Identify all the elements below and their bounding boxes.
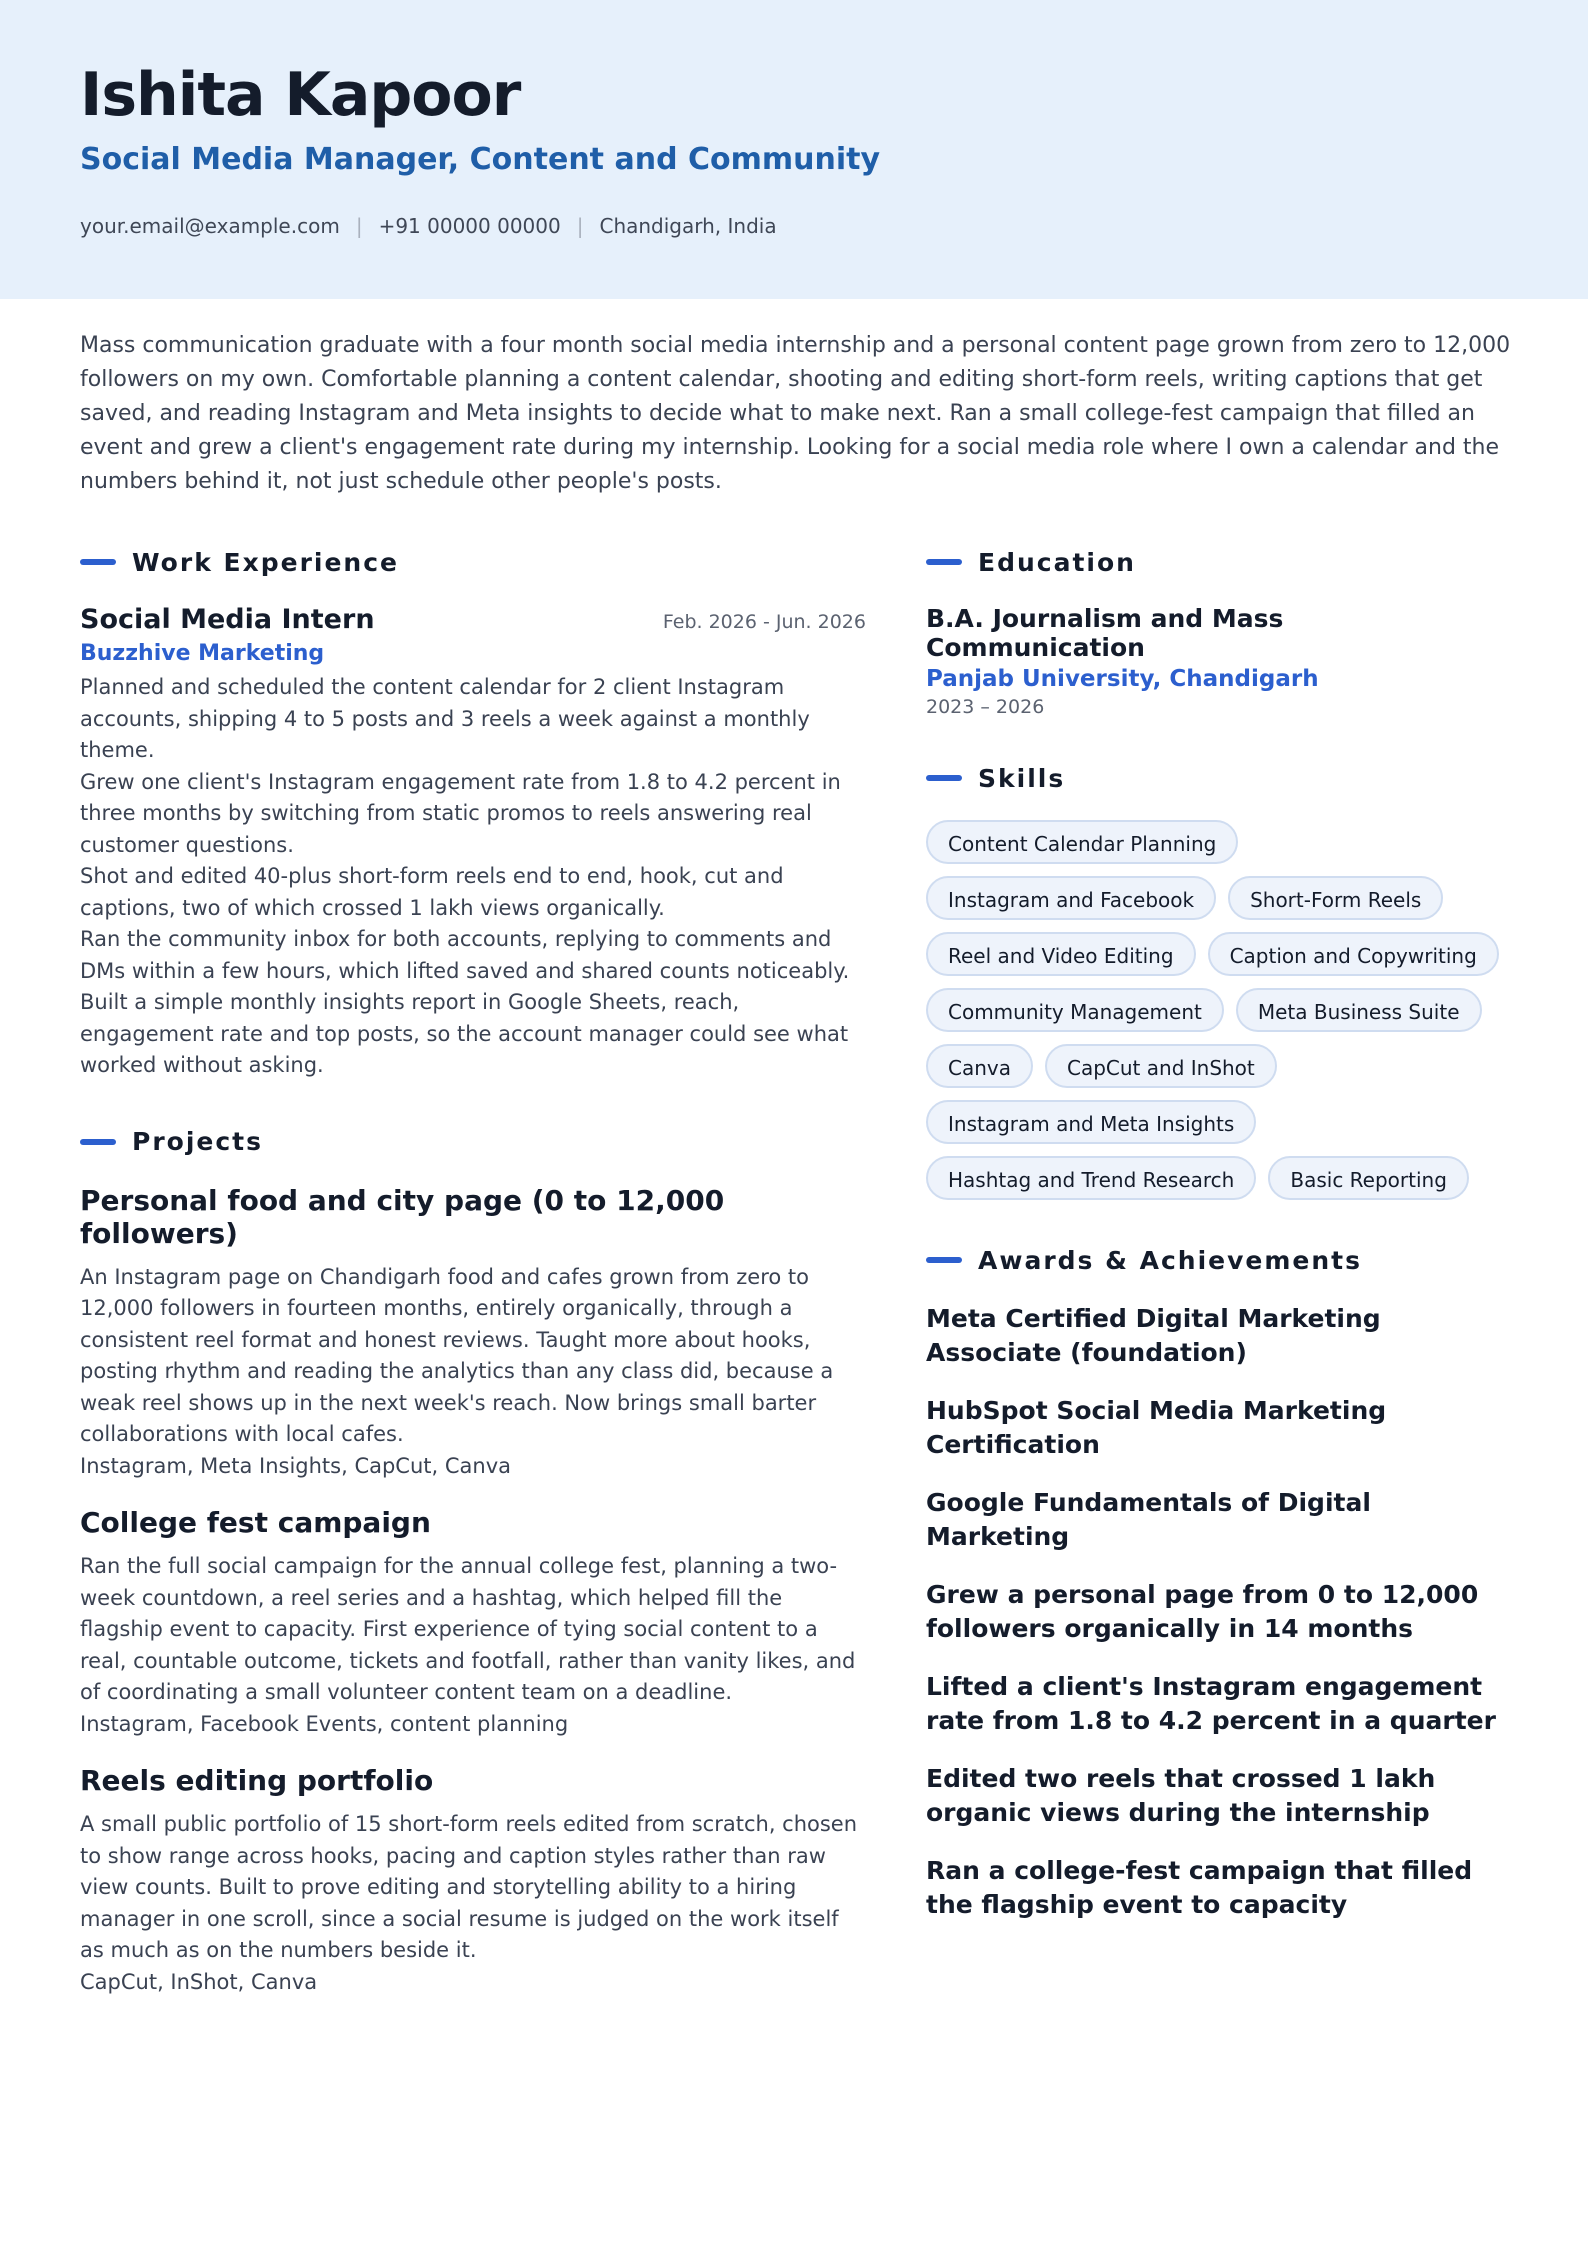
school-name: Panjab University, Chandigarh	[926, 666, 1319, 692]
award-item: HubSpot Social Media Marketing Certification	[926, 1396, 1387, 1459]
job-bullets	[80, 672, 866, 1082]
job-entry	[80, 604, 866, 1082]
section-accent-bar	[926, 1257, 962, 1263]
section-accent-bar	[926, 775, 962, 781]
work-experience-section	[80, 544, 866, 1082]
project-tools: Instagram, Facebook Events, content planning	[80, 1711, 569, 1736]
section-heading-label: Projects	[132, 1127, 264, 1156]
section-heading-label: Work Experience	[132, 547, 399, 577]
project-title: College fest campaign	[80, 1506, 431, 1539]
section-accent-bar	[80, 1139, 116, 1145]
right-column	[926, 544, 1506, 1922]
section-heading-label: Education	[978, 547, 1136, 577]
degree-name: B.A. Journalism and Mass Communication	[926, 604, 1284, 662]
candidate-name: Ishita Kapoor	[80, 60, 521, 130]
skill-chip: Community Management	[926, 988, 1224, 1032]
skill-chip: Meta Business Suite	[1236, 988, 1482, 1032]
project-entry	[80, 1506, 866, 1740]
resume-header	[0, 0, 1588, 299]
skill-chip-list	[926, 820, 1506, 1200]
skill-chip: Short-Form Reels	[1228, 876, 1443, 920]
project-entry	[80, 1764, 866, 1998]
education-section	[926, 544, 1506, 718]
job-title: Social Media Intern	[80, 604, 375, 635]
section-heading-label: Awards & Achievements	[978, 1245, 1363, 1275]
section-heading	[926, 760, 1506, 796]
skill-chip: CapCut and InShot	[1045, 1044, 1277, 1088]
project-entry	[80, 1184, 866, 1483]
contact-separator: |	[355, 214, 363, 238]
skill-chip: Content Calendar Planning	[926, 820, 1238, 864]
project-tools: Instagram, Meta Insights, CapCut, Canva	[80, 1453, 512, 1478]
skill-chip: Reel and Video Editing	[926, 932, 1196, 976]
award-item: Edited two reels that crossed 1 lakh organic views during the internship	[926, 1764, 1436, 1827]
contact-separator: |	[576, 214, 584, 238]
job-bullet: Built a simple monthly insights report in Google Sheets, reach, engagement rate and top posts, so the account manager could see what worked without asking.	[80, 990, 849, 1077]
contact-email[interactable]: your.email@example.com	[80, 214, 340, 238]
job-bullet: Planned and scheduled the content calendar for 2 client Instagram accounts, shipping 4 to 5 posts and 3 reels a week against a monthly theme.	[80, 675, 810, 762]
awards-section	[926, 1242, 1506, 1922]
contact-location: Chandigarh, India	[599, 214, 777, 238]
section-accent-bar	[926, 559, 962, 565]
contact-phone[interactable]: +91 00000 00000	[378, 214, 561, 238]
job-header	[80, 604, 866, 635]
section-heading	[926, 1242, 1506, 1278]
left-column	[80, 544, 866, 1998]
project-title: Personal food and city page (0 to 12,000 followers)	[80, 1183, 725, 1250]
job-bullet: Shot and edited 40-plus short-form reels end to end, hook, cut and captions, two of which crossed 1 lakh views organically.	[80, 864, 784, 920]
skill-chip: Hashtag and Trend Research	[926, 1156, 1256, 1200]
education-years: 2023 – 2026	[926, 696, 1045, 718]
award-item: Ran a college-fest campaign that filled the flagship event to capacity	[926, 1856, 1473, 1919]
project-title: Reels editing portfolio	[80, 1764, 434, 1797]
award-item: Google Fundamentals of Digital Marketing	[926, 1488, 1371, 1551]
section-heading	[80, 544, 866, 580]
job-bullet: Ran the community inbox for both accounts, replying to comments and DMs within a few hours, which lifted saved and shared counts noticeably.	[80, 927, 850, 983]
project-description: Ran the full social campaign for the annual college fest, planning a two-week countdown, a reel series and a hashtag, which helped fill the flagship event to capacity. First experience of tying social content to a real, countable outcome, tickets and footfall, rather than vanity likes, and of coordinating a small volunteer content team on a deadline.	[80, 1554, 856, 1704]
award-item: Meta Certified Digital Marketing Associate (foundation)	[926, 1304, 1381, 1367]
project-description: A small public portfolio of 15 short-form reels edited from scratch, chosen to show range across hooks, pacing and caption styles rather than raw view counts. Built to prove editing and storytelling ability to a hiring manager in one scroll, since a social resume is judged on the work itself as much as on the numbers beside it.	[80, 1812, 858, 1962]
section-heading	[80, 1124, 866, 1160]
company-name: Buzzhive Marketing	[80, 641, 325, 666]
section-heading	[926, 544, 1506, 580]
skill-chip: Instagram and Facebook	[926, 876, 1216, 920]
section-heading-label: Skills	[978, 763, 1066, 793]
award-item: Lifted a client's Instagram engagement rate from 1.8 to 4.2 percent in a quarter	[926, 1672, 1496, 1735]
skills-section	[926, 760, 1506, 1200]
contact-line	[80, 214, 777, 238]
skill-chip: Basic Reporting	[1268, 1156, 1469, 1200]
skill-chip: Instagram and Meta Insights	[926, 1100, 1256, 1144]
job-bullet: Grew one client's Instagram engagement rate from 1.8 to 4.2 percent in three months by switching from static promos to reels answering real customer questions.	[80, 769, 841, 857]
skill-chip: Canva	[926, 1044, 1033, 1088]
projects-section	[80, 1124, 866, 1999]
skill-chip: Caption and Copywriting	[1208, 932, 1499, 976]
section-accent-bar	[80, 559, 116, 565]
award-item: Grew a personal page from 0 to 12,000 followers organically in 14 months	[926, 1580, 1479, 1643]
project-description: An Instagram page on Chandigarh food and cafes grown from zero to 12,000 followers in fourteen months, entirely organically, through a consistent reel format and honest reviews. Taught more about hooks, posting rhythm and reading the analytics than any class did, because a weak reel shows up in the next week's reach. Now brings small barter collaborations with local cafes.	[80, 1264, 834, 1446]
candidate-headline: Social Media Manager, Content and Community	[80, 142, 881, 177]
profile-summary: Mass communication graduate with a four month social media internship and a personal content page grown from zero to 12,000 followers on my own. Comfortable planning a content calendar, shooting and editing short-form reels, writing captions that get saved, and reading Instagram and Meta insights to decide what to make next. Ran a small college-fest campaign that filled an event and grew a client's engagement rate during my internship. Looking for a social media role where I own a calendar and the numbers behind it, not just schedule other people's posts.	[80, 333, 1511, 494]
project-tools: CapCut, InShot, Canva	[80, 1969, 318, 1994]
job-dates: Feb. 2026 - Jun. 2026	[662, 611, 866, 633]
